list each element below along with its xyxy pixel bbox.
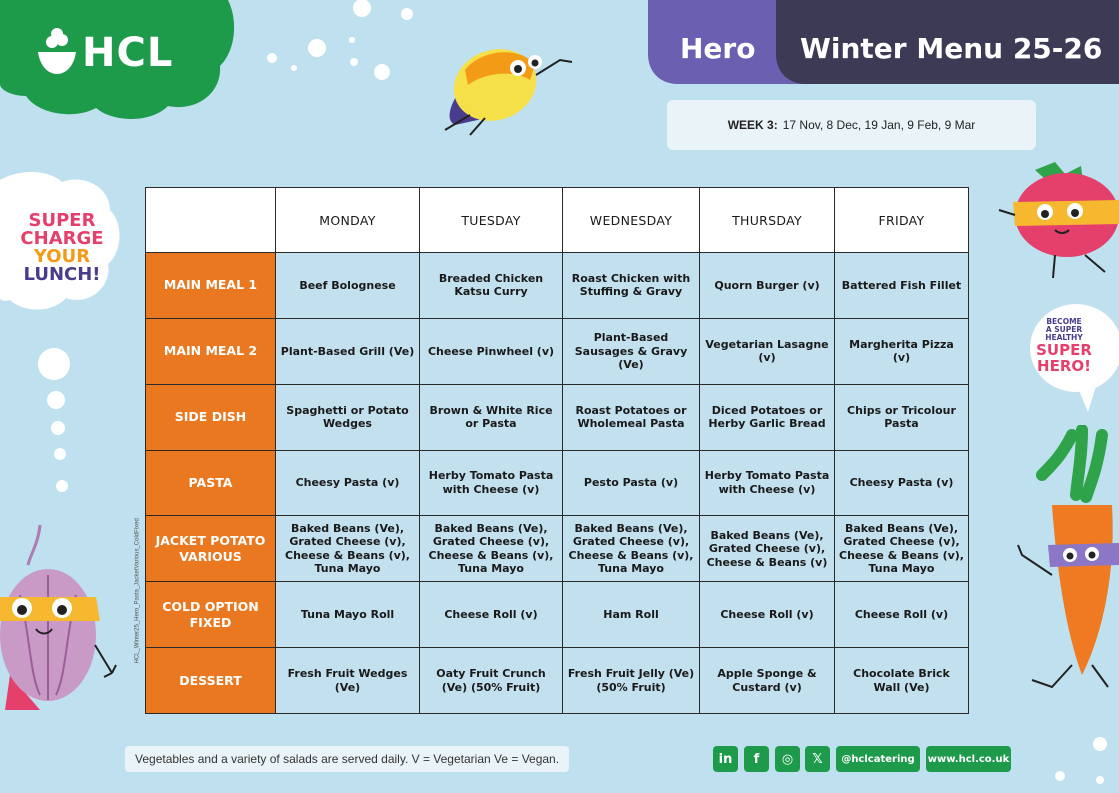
- day-header: TUESDAY: [420, 188, 563, 253]
- slogan-line-3: YOUR: [33, 246, 91, 267]
- table-row: [146, 516, 969, 582]
- tab-hero: Hero: [680, 32, 756, 65]
- become-line-2: A SUPER: [1045, 325, 1083, 334]
- decorative-bubbles: [262, 0, 422, 90]
- menu-cell: Chips or Tricolour Pasta: [835, 384, 969, 450]
- menu-table: [145, 187, 969, 714]
- carrot-hero-mascot: [1012, 425, 1119, 705]
- table-corner: [146, 188, 276, 253]
- menu-cell: Herby Tomato Pasta with Cheese (v): [700, 450, 835, 516]
- logo-text: HCL: [82, 30, 174, 76]
- menu-title: Winter Menu 25-26: [800, 32, 1103, 65]
- week-label: WEEK 3:: [727, 118, 778, 132]
- menu-cell: Diced Potatoes or Herby Garlic Bread: [700, 384, 835, 450]
- slogan-line-1: SUPER: [28, 210, 96, 231]
- table-row: [146, 253, 969, 319]
- slogan-line-2: CHARGE: [20, 228, 104, 249]
- lemon-hero-mascot: [440, 30, 580, 140]
- slogan-line-4: LUNCH!: [23, 264, 101, 285]
- menu-cell: Oaty Fruit Crunch (Ve) (50% Fruit): [420, 648, 563, 714]
- menu-cell: Roast Potatoes or Wholemeal Pasta: [563, 384, 700, 450]
- menu-cell: Pesto Pasta (v): [563, 450, 700, 516]
- menu-cell: Chocolate Brick Wall (Ve): [835, 648, 969, 714]
- menu-cell: Cheese Roll (v): [700, 582, 835, 648]
- menu-cell: Beef Bolognese: [276, 253, 420, 319]
- day-header: FRIDAY: [835, 188, 969, 253]
- document-code: HCL_Winter25_Hero_Pasta_JacketVarious_ColdFixed: [134, 518, 141, 664]
- table-row: [146, 582, 969, 648]
- menu-cell: Fresh Fruit Jelly (Ve) (50% Fruit): [563, 648, 700, 714]
- menu-cell: Cheese Pinwheel (v): [420, 318, 563, 384]
- row-category-label: MAIN MEAL 2: [146, 318, 276, 384]
- menu-cell: Fresh Fruit Wedges (Ve): [276, 648, 420, 714]
- day-header-row: [146, 188, 969, 253]
- menu-cell: Roast Chicken with Stuffing & Gravy: [563, 253, 700, 319]
- menu-cell: Vegetarian Lasagne (v): [700, 318, 835, 384]
- menu-cell: Plant-Based Grill (Ve): [276, 318, 420, 384]
- menu-cell: Cheese Roll (v): [835, 582, 969, 648]
- row-category-label: MAIN MEAL 1: [146, 253, 276, 319]
- facebook-icon[interactable]: f: [744, 746, 769, 772]
- menu-cell: Ham Roll: [563, 582, 700, 648]
- menu-cell: Margherita Pizza (v): [835, 318, 969, 384]
- website-link[interactable]: www.hcl.co.uk: [926, 746, 1011, 772]
- social-handle-link[interactable]: @hclcatering: [836, 746, 920, 772]
- supercharge-slogan: [14, 212, 110, 284]
- row-category-label: PASTA: [146, 450, 276, 516]
- decorative-bubbles-bottom: [1040, 730, 1119, 793]
- day-header: WEDNESDAY: [563, 188, 700, 253]
- instagram-icon[interactable]: ◎: [775, 746, 800, 772]
- menu-cell: Baked Beans (Ve), Grated Cheese (v), Cheese & Beans (v): [700, 516, 835, 582]
- menu-cell: Brown & White Rice or Pasta: [420, 384, 563, 450]
- menu-cell: Plant-Based Sausages & Gravy (Ve): [563, 318, 700, 384]
- become-line-1: BECOME: [1046, 317, 1082, 326]
- menu-cell: Herby Tomato Pasta with Cheese (v): [420, 450, 563, 516]
- menu-cell: Baked Beans (Ve), Grated Cheese (v), Cheese & Beans (v), Tuna Mayo: [276, 516, 420, 582]
- become-line-4: SUPER: [1036, 341, 1092, 359]
- dietary-note: Vegetables and a variety of salads are served daily. V = Vegetarian Ve = Vegan.: [125, 746, 569, 772]
- become-line-5: HERO!: [1037, 357, 1091, 375]
- table-row: [146, 384, 969, 450]
- week-info: [667, 100, 1036, 150]
- menu-cell: Cheese Roll (v): [420, 582, 563, 648]
- become-line-3: HEALTHY: [1045, 333, 1083, 342]
- row-category-label: JACKET POTATO VARIOUS: [146, 516, 276, 582]
- menu-cell: Baked Beans (Ve), Grated Cheese (v), Cheese & Beans (v), Tuna Mayo: [563, 516, 700, 582]
- menu-cell: Battered Fish Fillet: [835, 253, 969, 319]
- row-category-label: SIDE DISH: [146, 384, 276, 450]
- menu-cell: Baked Beans (Ve), Grated Cheese (v), Cheese & Beans (v), Tuna Mayo: [420, 516, 563, 582]
- row-category-label: DESSERT: [146, 648, 276, 714]
- become-hero-slogan: [1024, 318, 1104, 374]
- table-row: [146, 450, 969, 516]
- menu-cell: Quorn Burger (v): [700, 253, 835, 319]
- strawberry-hero-mascot: [995, 160, 1119, 290]
- menu-cell: Cheesy Pasta (v): [835, 450, 969, 516]
- table-row: [146, 318, 969, 384]
- x-icon[interactable]: 𝕏: [805, 746, 830, 772]
- table-row: [146, 648, 969, 714]
- day-header: THURSDAY: [700, 188, 835, 253]
- menu-cell: Tuna Mayo Roll: [276, 582, 420, 648]
- menu-cell: Breaded Chicken Katsu Curry: [420, 253, 563, 319]
- onion-hero-mascot: [0, 525, 118, 715]
- menu-cell: Spaghetti or Potato Wedges: [276, 384, 420, 450]
- linkedin-icon[interactable]: in: [713, 746, 738, 772]
- day-header: MONDAY: [276, 188, 420, 253]
- menu-cell: Baked Beans (Ve), Grated Cheese (v), Cheese & Beans (v), Tuna Mayo: [835, 516, 969, 582]
- week-dates: 17 Nov, 8 Dec, 19 Jan, 9 Feb, 9 Mar: [782, 118, 976, 132]
- row-category-label: COLD OPTION FIXED: [146, 582, 276, 648]
- menu-cell: Cheesy Pasta (v): [276, 450, 420, 516]
- menu-cell: Apple Sponge & Custard (v): [700, 648, 835, 714]
